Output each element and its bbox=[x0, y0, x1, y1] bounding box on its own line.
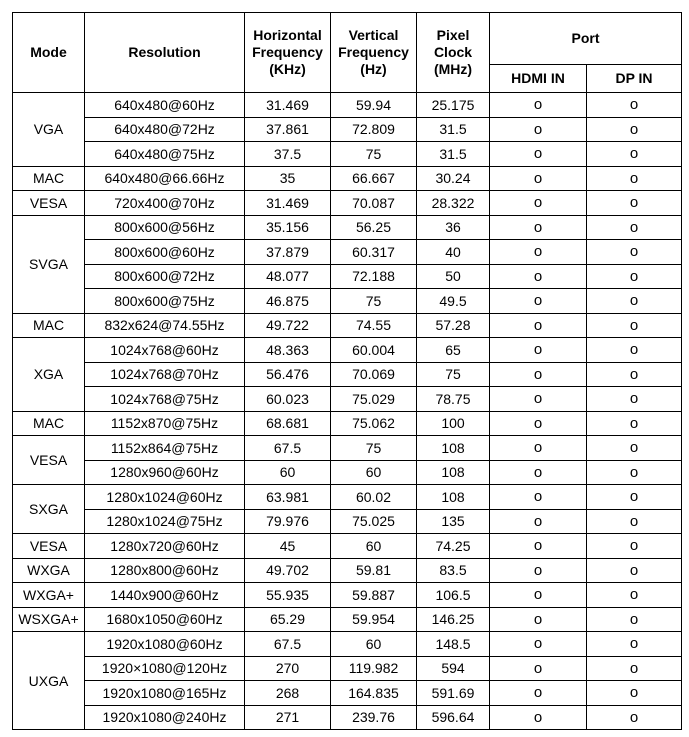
header-pclk-line2: Clock bbox=[433, 44, 473, 60]
horizontal-frequency-cell: 271 bbox=[245, 705, 331, 730]
header-hfreq-line1: Horizontal bbox=[253, 27, 322, 43]
horizontal-frequency-cell: 49.722 bbox=[245, 313, 331, 338]
vertical-frequency-cell: 60.317 bbox=[331, 240, 417, 265]
resolution-cell: 1024x768@70Hz bbox=[85, 362, 245, 387]
pixel-clock-cell: 25.175 bbox=[417, 93, 490, 118]
resolution-cell: 640x480@60Hz bbox=[85, 93, 245, 118]
hdmi-support-mark: o bbox=[490, 264, 587, 289]
table-row bbox=[13, 436, 682, 461]
hdmi-support-mark: o bbox=[490, 705, 587, 730]
header-hdmi-in: HDMI IN bbox=[490, 65, 587, 93]
dp-support-mark: o bbox=[587, 215, 682, 240]
table-row bbox=[13, 534, 682, 559]
horizontal-frequency-cell: 48.077 bbox=[245, 264, 331, 289]
horizontal-frequency-cell: 37.879 bbox=[245, 240, 331, 265]
mode-cell: UXGA bbox=[13, 632, 85, 730]
resolution-cell: 1152x864@75Hz bbox=[85, 436, 245, 461]
pixel-clock-cell: 108 bbox=[417, 485, 490, 510]
pixel-clock-cell: 74.25 bbox=[417, 534, 490, 559]
header-vfreq-line3: (Hz) bbox=[360, 61, 387, 77]
pixel-clock-cell: 49.5 bbox=[417, 289, 490, 314]
vertical-frequency-cell: 60 bbox=[331, 460, 417, 485]
dp-support-mark: o bbox=[587, 681, 682, 706]
vertical-frequency-cell: 74.55 bbox=[331, 313, 417, 338]
header-vertical-frequency bbox=[331, 13, 417, 93]
pixel-clock-cell: 146.25 bbox=[417, 607, 490, 632]
horizontal-frequency-cell: 55.935 bbox=[245, 583, 331, 608]
mode-cell: MAC bbox=[13, 411, 85, 436]
vertical-frequency-cell: 59.94 bbox=[331, 93, 417, 118]
table-row bbox=[13, 117, 682, 142]
header-resolution: Resolution bbox=[85, 13, 245, 93]
horizontal-frequency-cell: 67.5 bbox=[245, 632, 331, 657]
header-port: Port bbox=[490, 13, 682, 65]
dp-support-mark: o bbox=[587, 264, 682, 289]
header-mode: Mode bbox=[13, 13, 85, 93]
pixel-clock-cell: 100 bbox=[417, 411, 490, 436]
hdmi-support-mark: o bbox=[490, 460, 587, 485]
vertical-frequency-cell: 75 bbox=[331, 289, 417, 314]
mode-cell: WXGA bbox=[13, 558, 85, 583]
pixel-clock-cell: 75 bbox=[417, 362, 490, 387]
pixel-clock-cell: 108 bbox=[417, 460, 490, 485]
horizontal-frequency-cell: 37.5 bbox=[245, 142, 331, 167]
resolution-cell: 800x600@56Hz bbox=[85, 215, 245, 240]
table-row bbox=[13, 142, 682, 167]
horizontal-frequency-cell: 60 bbox=[245, 460, 331, 485]
header-hfreq-line3: (KHz) bbox=[269, 61, 306, 77]
horizontal-frequency-cell: 65.29 bbox=[245, 607, 331, 632]
mode-cell: XGA bbox=[13, 338, 85, 412]
hdmi-support-mark: o bbox=[490, 166, 587, 191]
resolution-cell: 1280x1024@75Hz bbox=[85, 509, 245, 534]
dp-support-mark: o bbox=[587, 509, 682, 534]
resolution-cell: 1680x1050@60Hz bbox=[85, 607, 245, 632]
dp-support-mark: o bbox=[587, 485, 682, 510]
dp-support-mark: o bbox=[587, 313, 682, 338]
header-pixel-clock bbox=[417, 13, 490, 93]
hdmi-support-mark: o bbox=[490, 583, 587, 608]
resolution-cell: 1152x870@75Hz bbox=[85, 411, 245, 436]
table-row bbox=[13, 387, 682, 412]
table-row bbox=[13, 632, 682, 657]
resolution-cell: 1920×1080@120Hz bbox=[85, 656, 245, 681]
resolution-cell: 1280x1024@60Hz bbox=[85, 485, 245, 510]
table-row bbox=[13, 362, 682, 387]
dp-support-mark: o bbox=[587, 240, 682, 265]
table-row bbox=[13, 166, 682, 191]
horizontal-frequency-cell: 37.861 bbox=[245, 117, 331, 142]
mode-cell: WXGA+ bbox=[13, 583, 85, 608]
vertical-frequency-cell: 66.667 bbox=[331, 166, 417, 191]
hdmi-support-mark: o bbox=[490, 142, 587, 167]
horizontal-frequency-cell: 270 bbox=[245, 656, 331, 681]
pixel-clock-cell: 57.28 bbox=[417, 313, 490, 338]
vertical-frequency-cell: 70.087 bbox=[331, 191, 417, 216]
vertical-frequency-cell: 59.81 bbox=[331, 558, 417, 583]
resolution-cell: 1024x768@60Hz bbox=[85, 338, 245, 363]
dp-support-mark: o bbox=[587, 558, 682, 583]
dp-support-mark: o bbox=[587, 338, 682, 363]
resolution-cell: 640x480@72Hz bbox=[85, 117, 245, 142]
pixel-clock-cell: 108 bbox=[417, 436, 490, 461]
table-row bbox=[13, 558, 682, 583]
table-row bbox=[13, 289, 682, 314]
dp-support-mark: o bbox=[587, 534, 682, 559]
resolution-cell: 1280x800@60Hz bbox=[85, 558, 245, 583]
horizontal-frequency-cell: 79.976 bbox=[245, 509, 331, 534]
horizontal-frequency-cell: 56.476 bbox=[245, 362, 331, 387]
hdmi-support-mark: o bbox=[490, 387, 587, 412]
hdmi-support-mark: o bbox=[490, 313, 587, 338]
header-vfreq-line2: Frequency bbox=[338, 44, 409, 60]
dp-support-mark: o bbox=[587, 289, 682, 314]
dp-support-mark: o bbox=[587, 632, 682, 657]
hdmi-support-mark: o bbox=[490, 436, 587, 461]
resolution-cell: 1920x1080@240Hz bbox=[85, 705, 245, 730]
hdmi-support-mark: o bbox=[490, 240, 587, 265]
horizontal-frequency-cell: 45 bbox=[245, 534, 331, 559]
table-header bbox=[13, 13, 682, 93]
resolution-cell: 1920x1080@60Hz bbox=[85, 632, 245, 657]
horizontal-frequency-cell: 46.875 bbox=[245, 289, 331, 314]
vertical-frequency-cell: 60.004 bbox=[331, 338, 417, 363]
table-body bbox=[13, 93, 682, 730]
timing-table bbox=[12, 12, 682, 730]
pixel-clock-cell: 594 bbox=[417, 656, 490, 681]
resolution-cell: 1024x768@75Hz bbox=[85, 387, 245, 412]
table-row bbox=[13, 607, 682, 632]
resolution-cell: 800x600@72Hz bbox=[85, 264, 245, 289]
header-pclk-line3: (MHz) bbox=[433, 61, 473, 77]
table-row bbox=[13, 411, 682, 436]
header-dp-in: DP IN bbox=[587, 65, 682, 93]
mode-cell: MAC bbox=[13, 166, 85, 191]
hdmi-support-mark: o bbox=[490, 656, 587, 681]
vertical-frequency-cell: 59.954 bbox=[331, 607, 417, 632]
vertical-frequency-cell: 72.809 bbox=[331, 117, 417, 142]
horizontal-frequency-cell: 31.469 bbox=[245, 191, 331, 216]
vertical-frequency-cell: 59.887 bbox=[331, 583, 417, 608]
pixel-clock-cell: 83.5 bbox=[417, 558, 490, 583]
horizontal-frequency-cell: 63.981 bbox=[245, 485, 331, 510]
vertical-frequency-cell: 164.835 bbox=[331, 681, 417, 706]
dp-support-mark: o bbox=[587, 93, 682, 118]
table-row bbox=[13, 509, 682, 534]
dp-support-mark: o bbox=[587, 583, 682, 608]
pixel-clock-cell: 40 bbox=[417, 240, 490, 265]
pixel-clock-cell: 65 bbox=[417, 338, 490, 363]
hdmi-support-mark: o bbox=[490, 632, 587, 657]
horizontal-frequency-cell: 60.023 bbox=[245, 387, 331, 412]
table-row bbox=[13, 338, 682, 363]
hdmi-support-mark: o bbox=[490, 534, 587, 559]
vertical-frequency-cell: 70.069 bbox=[331, 362, 417, 387]
table-row bbox=[13, 485, 682, 510]
dp-support-mark: o bbox=[587, 460, 682, 485]
mode-cell: SVGA bbox=[13, 215, 85, 313]
pixel-clock-cell: 148.5 bbox=[417, 632, 490, 657]
dp-support-mark: o bbox=[587, 191, 682, 216]
pixel-clock-cell: 30.24 bbox=[417, 166, 490, 191]
hdmi-support-mark: o bbox=[490, 362, 587, 387]
resolution-cell: 800x600@75Hz bbox=[85, 289, 245, 314]
horizontal-frequency-cell: 49.702 bbox=[245, 558, 331, 583]
pixel-clock-cell: 36 bbox=[417, 215, 490, 240]
hdmi-support-mark: o bbox=[490, 509, 587, 534]
vertical-frequency-cell: 60 bbox=[331, 632, 417, 657]
vertical-frequency-cell: 119.982 bbox=[331, 656, 417, 681]
mode-cell: VESA bbox=[13, 436, 85, 485]
hdmi-support-mark: o bbox=[490, 681, 587, 706]
table-row bbox=[13, 460, 682, 485]
pixel-clock-cell: 596.64 bbox=[417, 705, 490, 730]
vertical-frequency-cell: 75 bbox=[331, 142, 417, 167]
mode-cell: SXGA bbox=[13, 485, 85, 534]
hdmi-support-mark: o bbox=[490, 338, 587, 363]
dp-support-mark: o bbox=[587, 607, 682, 632]
table-row bbox=[13, 681, 682, 706]
dp-support-mark: o bbox=[587, 387, 682, 412]
pixel-clock-cell: 28.322 bbox=[417, 191, 490, 216]
vertical-frequency-cell: 60.02 bbox=[331, 485, 417, 510]
hdmi-support-mark: o bbox=[490, 289, 587, 314]
header-horizontal-frequency bbox=[245, 13, 331, 93]
mode-cell: VESA bbox=[13, 534, 85, 559]
pixel-clock-cell: 135 bbox=[417, 509, 490, 534]
table-row bbox=[13, 93, 682, 118]
vertical-frequency-cell: 239.76 bbox=[331, 705, 417, 730]
mode-cell: MAC bbox=[13, 313, 85, 338]
table-row bbox=[13, 705, 682, 730]
mode-cell: WSXGA+ bbox=[13, 607, 85, 632]
dp-support-mark: o bbox=[587, 142, 682, 167]
pixel-clock-cell: 78.75 bbox=[417, 387, 490, 412]
table-row bbox=[13, 313, 682, 338]
horizontal-frequency-cell: 268 bbox=[245, 681, 331, 706]
resolution-cell: 640x480@75Hz bbox=[85, 142, 245, 167]
horizontal-frequency-cell: 68.681 bbox=[245, 411, 331, 436]
vertical-frequency-cell: 75.025 bbox=[331, 509, 417, 534]
header-vfreq-line1: Vertical bbox=[348, 27, 399, 43]
vertical-frequency-cell: 75.062 bbox=[331, 411, 417, 436]
hdmi-support-mark: o bbox=[490, 485, 587, 510]
hdmi-support-mark: o bbox=[490, 607, 587, 632]
pixel-clock-cell: 106.5 bbox=[417, 583, 490, 608]
vertical-frequency-cell: 60 bbox=[331, 534, 417, 559]
pixel-clock-cell: 31.5 bbox=[417, 142, 490, 167]
dp-support-mark: o bbox=[587, 656, 682, 681]
vertical-frequency-cell: 75.029 bbox=[331, 387, 417, 412]
hdmi-support-mark: o bbox=[490, 558, 587, 583]
horizontal-frequency-cell: 67.5 bbox=[245, 436, 331, 461]
resolution-cell: 1440x900@60Hz bbox=[85, 583, 245, 608]
resolution-cell: 832x624@74.55Hz bbox=[85, 313, 245, 338]
table-row bbox=[13, 240, 682, 265]
table-row bbox=[13, 191, 682, 216]
dp-support-mark: o bbox=[587, 362, 682, 387]
dp-support-mark: o bbox=[587, 411, 682, 436]
hdmi-support-mark: o bbox=[490, 411, 587, 436]
header-hfreq-line2: Frequency bbox=[252, 44, 323, 60]
table-row bbox=[13, 583, 682, 608]
vertical-frequency-cell: 75 bbox=[331, 436, 417, 461]
resolution-cell: 720x400@70Hz bbox=[85, 191, 245, 216]
resolution-cell: 1280x720@60Hz bbox=[85, 534, 245, 559]
resolution-cell: 640x480@66.66Hz bbox=[85, 166, 245, 191]
horizontal-frequency-cell: 35 bbox=[245, 166, 331, 191]
dp-support-mark: o bbox=[587, 166, 682, 191]
table-row bbox=[13, 264, 682, 289]
hdmi-support-mark: o bbox=[490, 93, 587, 118]
mode-cell: VESA bbox=[13, 191, 85, 216]
table-row bbox=[13, 656, 682, 681]
dp-support-mark: o bbox=[587, 436, 682, 461]
table-row bbox=[13, 215, 682, 240]
pixel-clock-cell: 31.5 bbox=[417, 117, 490, 142]
pixel-clock-cell: 591.69 bbox=[417, 681, 490, 706]
hdmi-support-mark: o bbox=[490, 191, 587, 216]
vertical-frequency-cell: 72.188 bbox=[331, 264, 417, 289]
dp-support-mark: o bbox=[587, 117, 682, 142]
dp-support-mark: o bbox=[587, 705, 682, 730]
pixel-clock-cell: 50 bbox=[417, 264, 490, 289]
horizontal-frequency-cell: 48.363 bbox=[245, 338, 331, 363]
hdmi-support-mark: o bbox=[490, 117, 587, 142]
resolution-cell: 1280x960@60Hz bbox=[85, 460, 245, 485]
horizontal-frequency-cell: 35.156 bbox=[245, 215, 331, 240]
resolution-cell: 1920x1080@165Hz bbox=[85, 681, 245, 706]
header-pclk-line1: Pixel bbox=[436, 27, 470, 43]
hdmi-support-mark: o bbox=[490, 215, 587, 240]
mode-cell: VGA bbox=[13, 93, 85, 167]
vertical-frequency-cell: 56.25 bbox=[331, 215, 417, 240]
resolution-cell: 800x600@60Hz bbox=[85, 240, 245, 265]
horizontal-frequency-cell: 31.469 bbox=[245, 93, 331, 118]
